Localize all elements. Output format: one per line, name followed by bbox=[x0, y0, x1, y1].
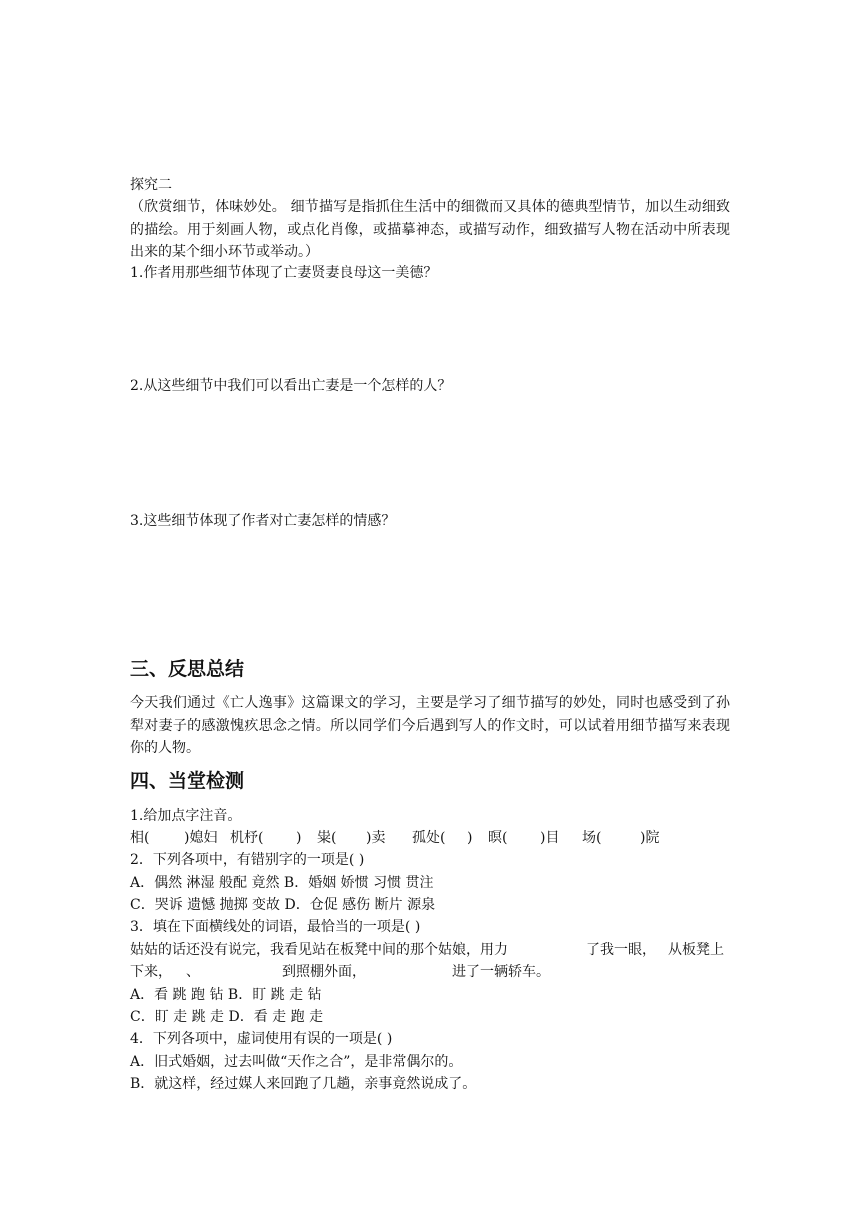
q3-passage-text: 了我一眼， bbox=[586, 942, 656, 958]
section4-heading: 四、当堂检测 bbox=[130, 770, 245, 792]
q1-prompt: 1.给加点字注音。 bbox=[130, 808, 242, 824]
q3-passage-text: 从板凳上 bbox=[668, 942, 724, 958]
q3-options-ab: A．看 跳 跑 钻 B．盯 跳 走 钻 bbox=[130, 987, 322, 1003]
explore2-question-3: 3.这些细节体现了作者对亡妻怎样的情感？ bbox=[130, 513, 396, 529]
explore2-title: 探究二 bbox=[130, 177, 172, 193]
section3-heading: 三、反思总结 bbox=[130, 658, 245, 680]
explore2-question-1: 1.作者用那些细节体现了亡妻贤妻良母这一美德？ bbox=[130, 265, 438, 281]
q4-option-b: B．就这样，经过媒人来回跑了几趟，亲事竟然说成了。 bbox=[130, 1076, 477, 1092]
q3-passage-text: 、 bbox=[186, 964, 200, 980]
q3-prompt: 3．填在下面横线处的词语，最恰当的一项是( ) bbox=[130, 919, 421, 935]
pinyin-item: )院 bbox=[640, 830, 660, 846]
document-page bbox=[130, 0, 730, 1216]
q3-options-cd: C．盯 走 跳 走 D．看 走 跑 走 bbox=[130, 1009, 324, 1025]
q3-passage-text: 到照棚外面， bbox=[282, 964, 366, 980]
q2-options-cd: C．哭诉 遗憾 抛掷 变故 D．仓促 感伤 断片 源泉 bbox=[130, 897, 436, 913]
q2-options-ab: A．偶然 淋湿 般配 竟然 B．婚姻 娇惯 习惯 贯注 bbox=[130, 875, 434, 891]
pinyin-item: 场( bbox=[582, 830, 602, 846]
q3-passage-line2 bbox=[130, 961, 730, 983]
pinyin-item: 相( bbox=[130, 830, 150, 846]
q3-passage-text: 下来， bbox=[130, 964, 172, 980]
explore2-intro: （欣赏细节，体味妙处。 细节描写是指抓住生活中的细微而又具体的德典型情节，加以生动细致的描绘。用于刻画人物，或点化肖像，或描摹神态，或描写动作，细致描写人物在活动中所表现出来的某个细小环节或举动。） bbox=[130, 199, 730, 260]
pinyin-item: 暝( bbox=[488, 830, 508, 846]
q4-prompt: 4．下列各项中，虚词使用有误的一项是( ) bbox=[130, 1031, 393, 1047]
pinyin-item: )卖 bbox=[366, 830, 386, 846]
explore2-question-2: 2.从这些细节中我们可以看出亡妻是一个怎样的人？ bbox=[130, 378, 452, 394]
q3-passage-text: 姑姑的话还没有说完，我看见站在板凳中间的那个姑娘，用力 bbox=[130, 942, 508, 958]
pinyin-item: )媳妇 bbox=[184, 830, 218, 846]
pinyin-item: 机杼( bbox=[230, 830, 264, 846]
q2-prompt: 2．下列各项中，有错别字的一项是( ) bbox=[130, 852, 365, 868]
q3-passage-text: 进了一辆轿车。 bbox=[452, 964, 550, 980]
pinyin-item: ) bbox=[467, 830, 473, 846]
pinyin-item: 粜( bbox=[317, 830, 337, 846]
q4-option-a: A．旧式婚姻，过去叫做“天作之合”，是非常偶尔的。 bbox=[130, 1054, 463, 1070]
q3-passage-line1 bbox=[130, 939, 730, 961]
pinyin-item: 孤处( bbox=[412, 830, 446, 846]
pinyin-item: )目 bbox=[540, 830, 560, 846]
pinyin-item: ) bbox=[296, 830, 302, 846]
section3-body: 今天我们通过《亡人逸事》这篇课文的学习，主要是学习了细节描写的妙处，同时也感受到了孙犁对妻子的感激愧疚思念之情。所以同学们今后遇到写人的作文时，可以试着用细节描写来表现你的人物。 bbox=[130, 695, 730, 756]
q1-pinyin-row bbox=[130, 827, 730, 849]
